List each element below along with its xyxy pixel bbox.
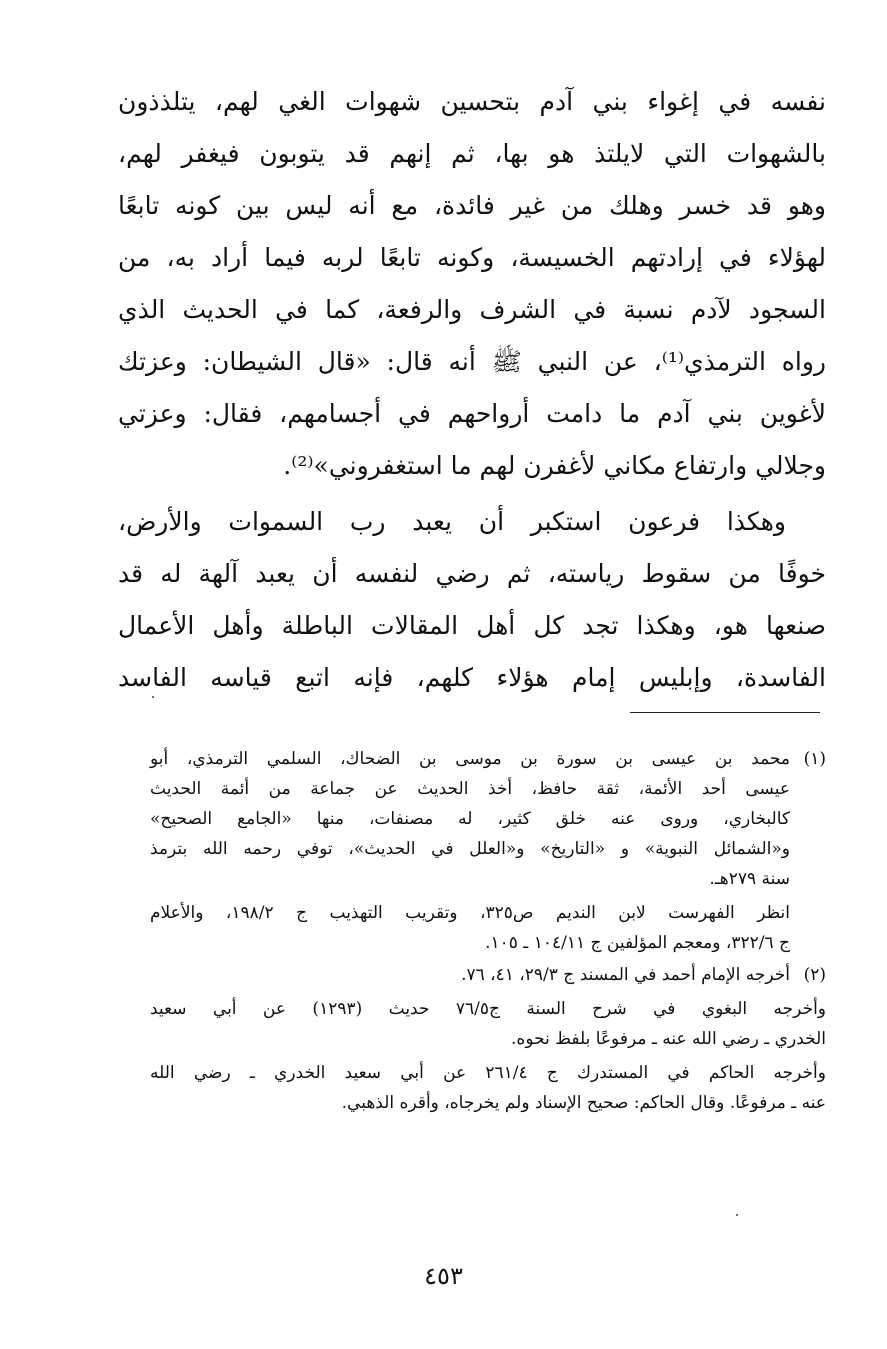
- footnote-2: [150, 960, 826, 1118]
- footnote-1: [150, 744, 826, 958]
- footnotes: [150, 744, 826, 1118]
- text-line: رواه الترمذي⁽¹⁾، عن النبي ﷺ أنه قال: «قال الشيطان: وعزتك: [118, 347, 826, 376]
- paragraph-1: [118, 76, 826, 492]
- text-line: بالشهوات التي لايلتذ هو بها، ثم إنهم قد يتوبون فيغفر لهم،: [118, 139, 826, 168]
- footnote-paragraph: [150, 898, 790, 958]
- footnote-divider: [630, 712, 820, 713]
- text-line: خوفًا من سقوط رياسته، ثم رضي لنفسه أن يعبد آلهة له قد: [118, 559, 826, 588]
- footnote-line: انظر الفهرست لابن النديم ص٣٢٥، وتقريب التهذيب ج ١٩٨/٢، والأعلام: [150, 903, 790, 923]
- text-line: وهو قد خسر وهلك من غير فائدة، مع أنه ليس بين كونه تابعًا: [118, 191, 826, 220]
- footnote-line: عنه ـ مرفوعًا. وقال الحاكم: صحيح الإسناد ولم يخرجاه، وأقره الذهبي.: [341, 1093, 826, 1113]
- paragraph-2: [118, 496, 826, 704]
- footnote-line: و«الشمائل النبوية» و «التاريخ» و«العلل في الحديث»، توفي رحمه الله بترمذ: [150, 839, 790, 859]
- scan-speck: [152, 696, 154, 698]
- footnote-line: وأخرجه الحاكم في المستدرك ج ٢٦١/٤ عن أبي سعيد الخدري ـ رضي الله: [150, 1063, 826, 1083]
- footnote-line: كالبخاري، وروى عنه خلق كثير، له مصنفات، منها «الجامع الصحيح»: [150, 809, 790, 829]
- text-line: لأغوين بني آدم ما دامت أرواحهم في أجسامهم، فقال: وعزتي: [118, 399, 826, 428]
- footnote-line: أخرجه الإمام أحمد في المسند ج ٢٩/٣، ٤١، ٧٦.: [461, 965, 790, 985]
- footnote-line: محمد بن عيسى بن سورة بن موسى بن الضحاك، السلمي الترمذي، أبو: [150, 749, 790, 769]
- scan-speck: [736, 1214, 738, 1216]
- text-line: الفاسدة، وإبليس إمام هؤلاء كلهم، فإنه اتبع قياسه الفاسد: [118, 663, 826, 692]
- footnote-paragraph: [150, 960, 790, 990]
- footnote-paragraph: [150, 994, 826, 1054]
- page-number: ٤٥٣: [424, 1262, 463, 1290]
- footnote-line: وأخرجه البغوي في شرح السنة ج٧٦/٥ حديث (١٢٩٣) عن أبي سعيد: [150, 999, 827, 1019]
- footnote-line: الخدري ـ رضي الله عنه ـ مرفوعًا بلفظ نحوه.: [511, 1029, 826, 1049]
- footnote-number: (٢): [803, 965, 826, 985]
- footnote-line: سنة ٢٧٩هـ.: [709, 869, 790, 889]
- footnote-paragraph: [150, 744, 790, 894]
- text-line: وهكذا فرعون استكبر أن يعبد رب السموات والأرض،: [118, 507, 786, 536]
- text-line: وجلالي وارتفاع مكاني لأغفرن لهم ما استغفروني»⁽²⁾.: [283, 451, 826, 480]
- main-text: [118, 76, 826, 704]
- text-line: لهؤلاء في إرادتهم الخسيسة، وكونه تابعًا لربه فيما أراد به، من: [118, 243, 826, 272]
- footnote-line: عيسى أحد الأئمة، ثقة حافظ، أخذ الحديث عن جماعة من أئمة الحديث: [150, 779, 790, 799]
- footnote-paragraph: [150, 1058, 826, 1118]
- footnote-line: ج ٣٢٢/٦، ومعجم المؤلفين ج ١٠٤/١١ ـ ١٠٥.: [485, 933, 790, 953]
- text-line: السجود لآدم نسبة في الشرف والرفعة، كما في الحديث الذي: [118, 295, 826, 324]
- text-line: صنعها هو، وهكذا تجد كل أهل المقالات الباطلة وأهل الأعمال: [118, 611, 826, 640]
- footnote-number: (١): [803, 749, 826, 769]
- text-line: نفسه في إغواء بني آدم بتحسين شهوات الغي لهم، يتلذذون: [118, 87, 826, 116]
